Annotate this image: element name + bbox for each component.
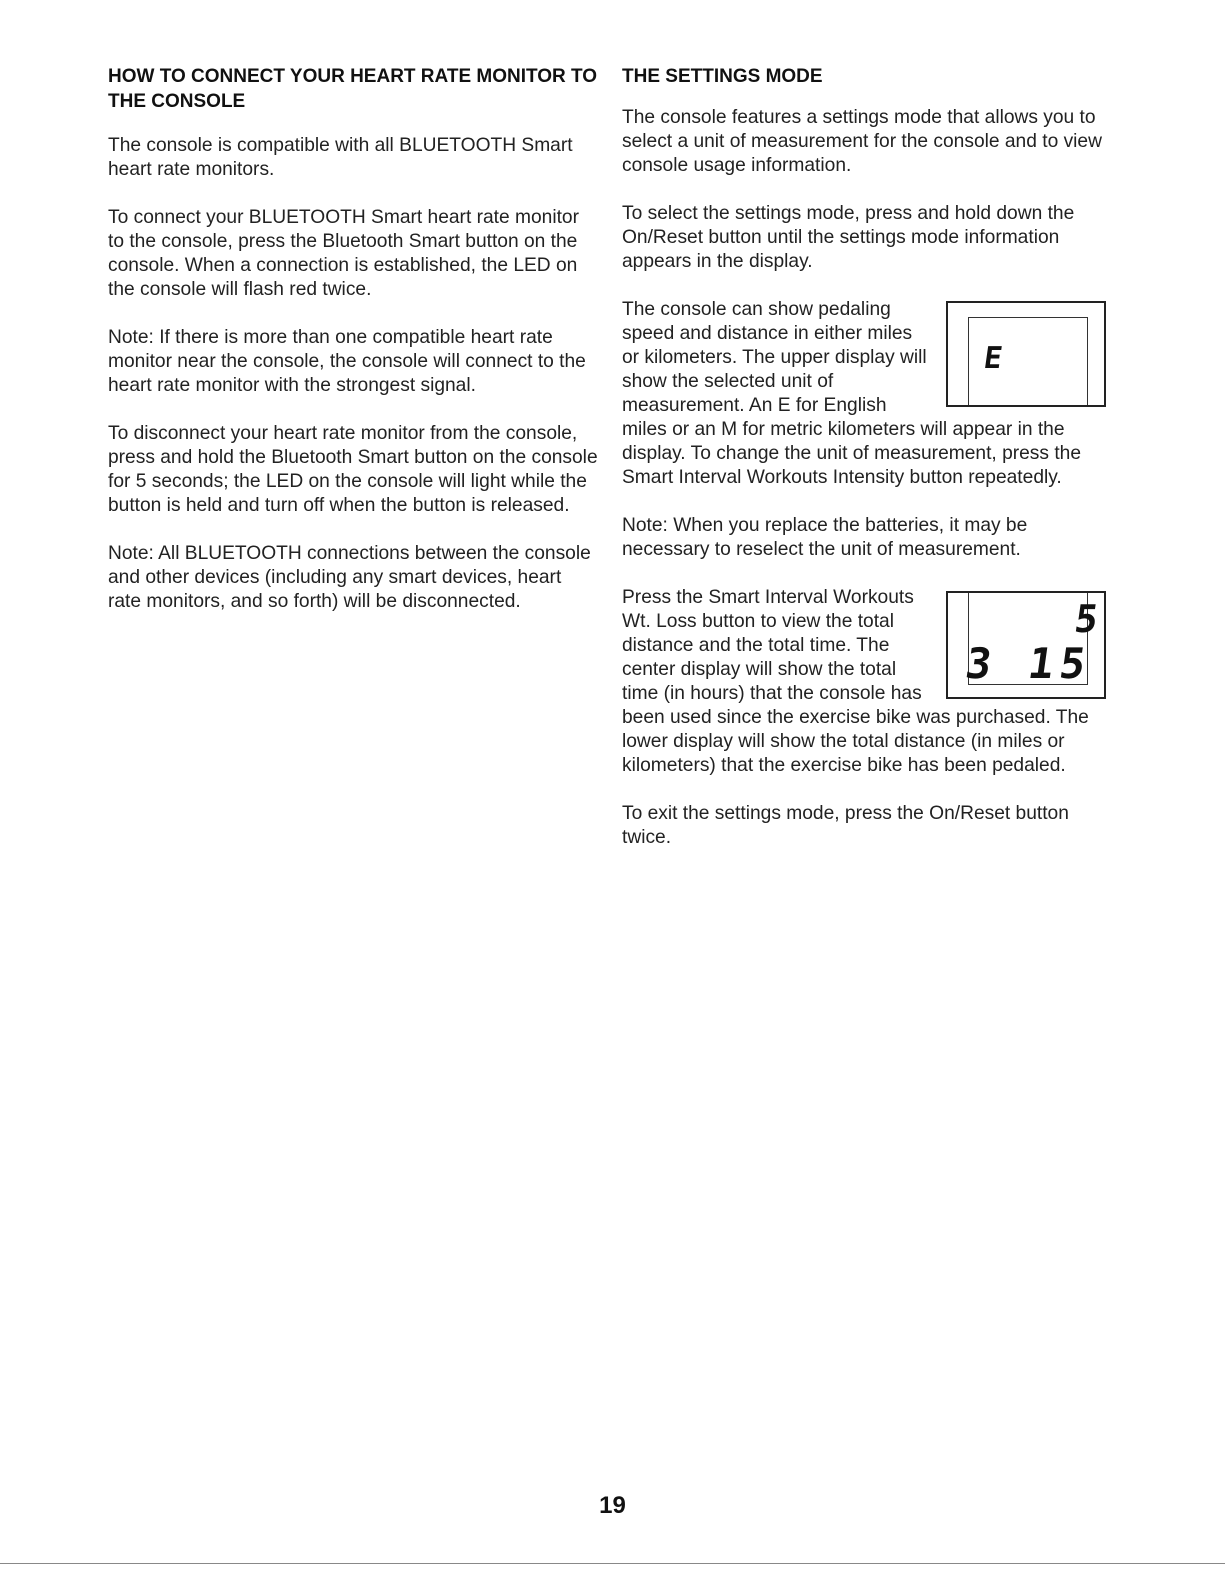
paragraph-exit: To exit the settings mode, press the On/Reset button twice. xyxy=(622,803,1069,848)
section-heading-settings: THE SETTINGS MODE xyxy=(622,66,823,87)
paragraph-usage: Press the Smart Interval Workouts Wt. Loss button to view the total distance and the total time. The center display will show the total time (in hours) that the console has been used since the exercise bike was purchased. The lower display will show the total distance (in miles or kilometers) that the exercise bike has been pedaled. xyxy=(622,587,1089,776)
display-unit-value: E xyxy=(981,341,1005,376)
paragraph-note-bluetooth: Note: All BLUETOOTH connections between the console and other devices (including any smart devices, heart rate monitors, and so forth) will be disconnected. xyxy=(108,543,591,612)
display-unit-figure xyxy=(946,301,1106,407)
paragraph-settings-intro: The console features a settings mode that allows you to select a unit of measurement for the console and to view console usage information. xyxy=(622,107,1102,176)
display-time-value: 3 15 xyxy=(962,639,1095,688)
paragraph-note-multiple: Note: If there is more than one compatible heart rate monitor near the console, the console will connect to the heart rate monitor with the strongest signal. xyxy=(108,327,586,396)
right-column xyxy=(622,64,1112,874)
paragraph-disconnect: To disconnect your heart rate monitor from the console, press and hold the Bluetooth Smart button on the console for 5 seconds; the LED on the console will light while the button is held and turn off when the button is released. xyxy=(108,423,598,516)
paragraph-units: The console can show pedaling speed and distance in either miles or kilometers. The upper display will show the selected unit of measurement. An E for English miles or an M for metric kilometers will appear in the display. To change the unit of measurement, press the Smart Interval Workouts Intensity button repeatedly. xyxy=(622,299,1081,488)
bottom-rule xyxy=(0,1563,1225,1564)
display-distance-value: 5 xyxy=(1072,597,1102,641)
paragraph-connect: To connect your BLUETOOTH Smart heart rate monitor to the console, press the Bluetooth Smart button on the console. When a connection is established, the LED on the console will flash red twice. xyxy=(108,207,579,300)
display-usage-figure xyxy=(946,591,1106,699)
paragraph-compatibility: The console is compatible with all BLUETOOTH Smart heart rate monitors. xyxy=(108,135,573,180)
paragraph-note-batteries: Note: When you replace the batteries, it may be necessary to reselect the unit of measurement. xyxy=(622,515,1028,560)
paragraph-settings-select: To select the settings mode, press and hold down the On/Reset button until the settings mode information appears in the display. xyxy=(622,203,1075,272)
page-number: 19 xyxy=(599,1492,626,1519)
left-column xyxy=(108,64,598,638)
section-heading-heart-rate: HOW TO CONNECT YOUR HEART RATE MONITOR TO THE CONSOLE xyxy=(108,66,598,112)
